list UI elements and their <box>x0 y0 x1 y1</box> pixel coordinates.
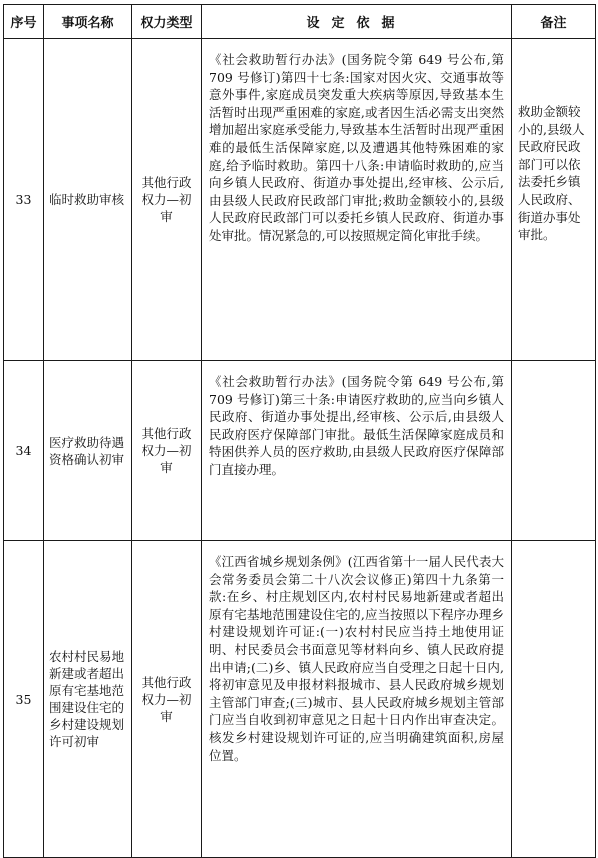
table-row <box>4 361 596 541</box>
legal-basis: 《社会救助暂行办法》(国务院令第 649 号公布,第 709 号修订)第三十条:申请医疗救助的,应当向乡镇人民政府、街道办事处提出,经审核、公示后,由县级人民政府医疗保障部门审批。最低生活保障家庭成员和特困供养人员的医疗救助,由县级人民政府医疗保障部门直接办理。 <box>202 361 512 541</box>
header-no: 序号 <box>4 5 44 39</box>
legal-basis: 《江西省城乡规划条例》(江西省第十一届人民代表大会常务委员会第二十八次会议修正)第四十九条第一款:在乡、村庄规划区内,农村村民易地新建或者超出原有宅基地范围建设住宅的,应当按照以下程序办理乡村建设规划许可证:(一)农村村民应当持土地使用证明、村民委员会书面意见等材料向乡、镇人民政府提出申请;(二)乡、镇人民政府应当自受理之日起十日内,将初审意见及申报材料报城市、县人民政府城乡规划主管部门审查;(三)城市、县人民政府城乡规划主管部门应当自收到初审意见之日起十日内作出审查决定。核发乡村建设规划许可证的,应当明确建筑面积,房屋位置。 <box>202 541 512 858</box>
power-list-table <box>3 4 596 858</box>
remark <box>512 541 596 858</box>
table-row <box>4 541 596 858</box>
header-note: 备注 <box>512 5 596 39</box>
row-number: 34 <box>4 361 44 541</box>
header-basis: 设定依据 <box>202 5 512 39</box>
header-power-type: 权力类型 <box>132 5 202 39</box>
row-number: 33 <box>4 39 44 361</box>
power-type: 其他行政权力—初审 <box>132 39 202 361</box>
item-name: 农村村民易地新建或者超出原有宅基地范围建设住宅的乡村建设规划许可初审 <box>44 541 132 858</box>
row-number: 35 <box>4 541 44 858</box>
table-header-row <box>4 5 596 39</box>
item-name: 临时救助审核 <box>44 39 132 361</box>
legal-basis: 《社会救助暂行办法》(国务院令第 649 号公布,第 709 号修订)第四十七条:国家对因火灾、交通事故等意外事件,家庭成员突发重大疾病等原因,导致基本生活暂时出现严重困难的家庭,或者因生活必需支出突然增加超出家庭承受能力,导致基本生活暂时出现严重困难的最低生活保障家庭,以及遭遇其他特殊困难的家庭,给予临时救助。第四十八条:申请临时救助的,应当向乡镇人民政府、街道办事处提出,经审核、公示后,由县级人民政府民政部门审批;救助金额较小的,县级人民政府民政部门可以委托乡镇人民政府、街道办事处审批。情况紧急的,可以按照规定简化审批手续。 <box>202 39 512 361</box>
header-item-name: 事项名称 <box>44 5 132 39</box>
remark: 救助金额较小的,县级人民政府民政部门可以依法委托乡镇人民政府、街道办事处审批。 <box>512 39 596 361</box>
table-row <box>4 39 596 361</box>
remark <box>512 361 596 541</box>
power-type: 其他行政权力—初审 <box>132 541 202 858</box>
item-name: 医疗救助待遇资格确认初审 <box>44 361 132 541</box>
power-type: 其他行政权力—初审 <box>132 361 202 541</box>
